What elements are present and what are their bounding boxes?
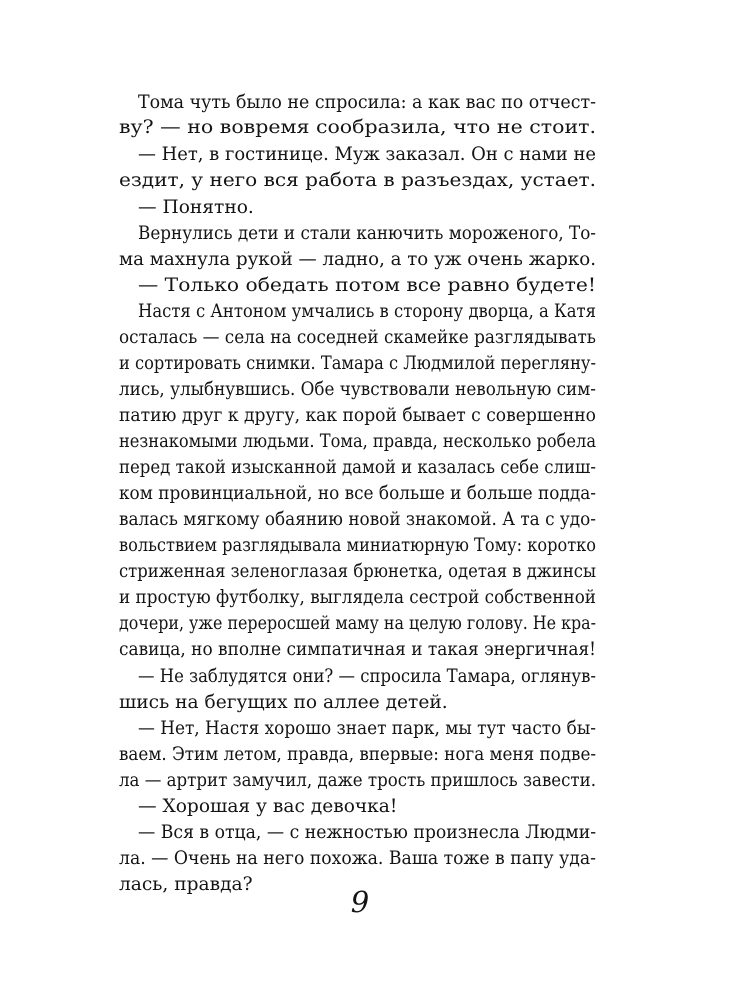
text-line: лась, правда? — [119, 874, 253, 895]
text-line: шись на бегущих по аллее детей. — [119, 692, 448, 713]
text-line: валась мягкому обаянию новой знакомой. А та с удо- — [119, 509, 597, 530]
text-line: Вернулись дети и стали канючить мороженого, То- — [138, 223, 596, 244]
text-line: дочери, уже переросшей маму на целую голову. Не кра- — [119, 613, 597, 634]
text-line: и сортировать снимки. Тамара с Людмилой перeгляну- — [119, 353, 596, 374]
text-line: — Только обедать потом все равно будете! — [138, 275, 596, 296]
text-line: и простую футболку, выглядела сестрой собственной — [119, 587, 596, 608]
text-line: осталась — села на соседней скамейке разглядывать — [119, 327, 596, 348]
text-line: ездит, у него вся работа в разъездах, устает. — [119, 170, 597, 191]
text-line: лись, улыбнувшись. Обе чувствовали невольную сим- — [119, 379, 596, 400]
text-line: — Нет, в гостинице. Муж заказал. Он с нами не — [138, 144, 597, 165]
text-line: — Вся в отца, — с нежностью произнесла Людми- — [138, 822, 597, 843]
text-line: вольствием разглядывала миниатюрную Тому: коротко — [119, 535, 597, 556]
text-line: савица, но вполне симпатичная и такая энергичная! — [119, 639, 596, 660]
text-line: ла. — Очень на него похожа. Ваша тоже в папу уда- — [119, 848, 596, 869]
text-line: ваем. Этим летом, правда, впервые: нога меня подве- — [119, 744, 597, 765]
text-line: — Хорошая у вас девочка! — [138, 796, 398, 817]
text-line: Настя с Антоном умчались в сторону дворца, а Катя — [138, 301, 597, 322]
text-line: — Нет, Настя хорошо знает парк, мы тут часто бы- — [138, 718, 596, 739]
text-line: ву? — но вовремя сообразила, что не стоит. — [119, 117, 597, 138]
text-line: ма махнула рукой — ладно, а то уж очень жарко. — [119, 249, 597, 270]
text-line: патию друг к другу, как порой бывает с совершенно — [119, 405, 596, 426]
page-number: 9 — [350, 885, 370, 919]
text-line: — Понятно. — [138, 197, 254, 218]
text-line: ком провинциальной, но все больше и больше подда- — [119, 483, 596, 504]
text-line: незнакомыми людьми. Тома, правда, несколько робела — [119, 431, 596, 452]
text-line: ла — артрит замучил, даже трость пришлось завести. — [119, 770, 596, 791]
text-line: Тома чуть было не спросила: а как вас по отчест- — [138, 92, 596, 113]
text-line: — Не заблудятся они? — спросила Тамара, оглянув- — [138, 666, 596, 687]
text-line: перед такой изысканной дамой и казалась себе слиш- — [119, 457, 597, 478]
text-line: стриженная зеленоглазая брюнетка, одетая в джинсы — [119, 561, 597, 582]
